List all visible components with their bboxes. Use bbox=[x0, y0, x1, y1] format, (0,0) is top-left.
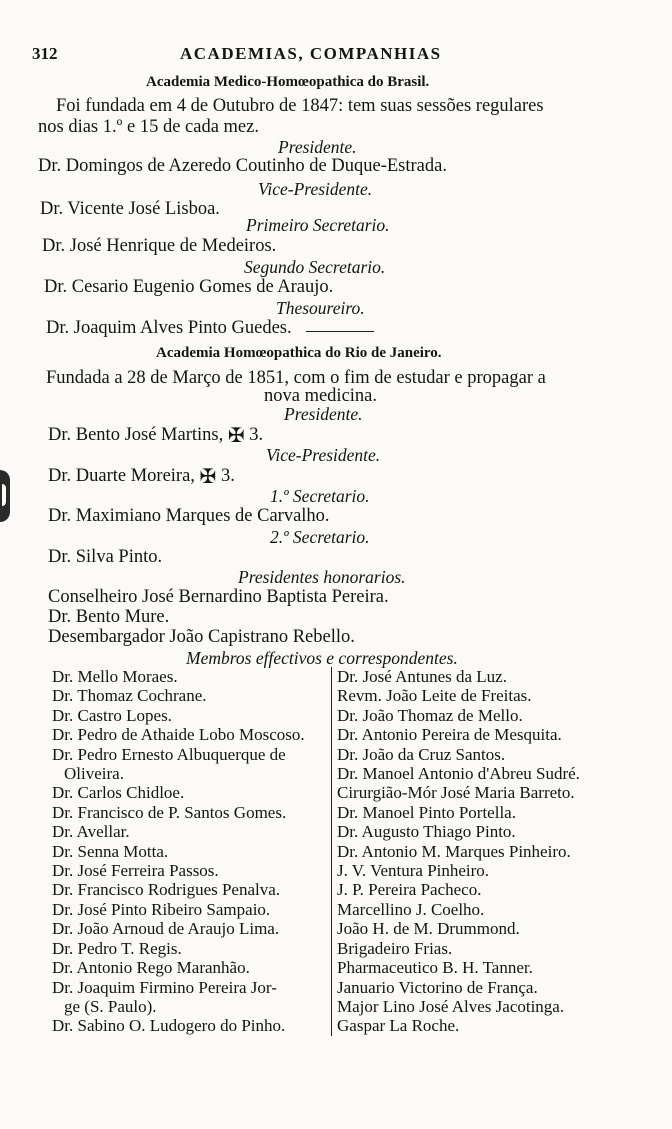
list-item: Dr. João Thomaz de Mello. bbox=[337, 705, 523, 725]
list-item: Cirurgião-Mór José Maria Barreto. bbox=[337, 783, 575, 803]
list-item: Dr. José Pinto Ribeiro Sampaio. bbox=[52, 899, 271, 919]
academia2-intro-line1: Fundada a 28 de Março de 1851, com o fim de estudar e propagar a bbox=[46, 368, 546, 388]
academia2-presidente-name: Dr. Bento José Martins, bbox=[48, 425, 224, 445]
list-item: Dr. Pedro Ernesto Albuquerque de bbox=[52, 744, 286, 764]
running-header bbox=[30, 44, 640, 66]
academia2-intro-line2: nova medicina. bbox=[264, 386, 378, 406]
order-cross-icon: ✠ bbox=[199, 466, 217, 488]
list-item: Dr. Augusto Thiago Pinto. bbox=[337, 822, 516, 842]
list-item: Pharmaceutico B. H. Tanner. bbox=[337, 958, 533, 978]
list-item: Dr. Castro Lopes. bbox=[52, 705, 172, 725]
academia2-vice-order: 3. bbox=[220, 466, 235, 486]
list-item: Dr. Manoel Pinto Portella. bbox=[337, 802, 516, 822]
academia2-presidente-order: 3. bbox=[249, 425, 264, 445]
membros-left-column bbox=[52, 667, 330, 1036]
academia2-presidente-label: Presidente. bbox=[284, 404, 363, 424]
section-divider bbox=[306, 331, 374, 332]
list-item: Dr. Francisco Rodrigues Penalva. bbox=[52, 880, 281, 900]
academia2-presidente bbox=[48, 424, 263, 446]
list-item: Oliveira. bbox=[64, 764, 124, 784]
academia1-vice: Dr. Vicente José Lisboa. bbox=[40, 199, 220, 219]
academia1-presidente-label: Presidente. bbox=[278, 137, 357, 157]
list-item: Januario Victorino de França. bbox=[337, 977, 538, 997]
academia1-intro-line2: nos dias 1.º e 15 de cada mez. bbox=[38, 117, 259, 137]
list-item: J. P. Pereira Pacheco. bbox=[337, 880, 482, 900]
list-item: Dr. Senna Motta. bbox=[52, 841, 169, 861]
list-item: Major Lino José Alves Jacotinga. bbox=[337, 996, 565, 1016]
academia2-vice-label: Vice-Presidente. bbox=[266, 445, 381, 465]
academia1-title: Academia Medico-Homœopathica do Brasil. bbox=[146, 74, 430, 90]
list-item: ge (S. Paulo). bbox=[64, 996, 157, 1016]
membros-right-column bbox=[337, 667, 637, 1036]
academia1-sec1-label: Primeiro Secretario. bbox=[246, 215, 390, 235]
running-title: ACADEMIAS, COMPANHIAS bbox=[180, 44, 442, 63]
academia1-sec1: Dr. José Henrique de Medeiros. bbox=[42, 236, 277, 256]
list-item: J. V. Ventura Pinheiro. bbox=[337, 861, 490, 881]
academia2-vice-name: Dr. Duarte Moreira, bbox=[48, 466, 195, 486]
page-number: 312 bbox=[32, 44, 58, 63]
binding-ring-mark bbox=[0, 470, 10, 522]
list-item: Dr. José Antunes da Luz. bbox=[337, 667, 507, 686]
list-item: Gaspar La Roche. bbox=[337, 1016, 460, 1036]
academia2-sec1: Dr. Maximiano Marques de Carvalho. bbox=[48, 506, 330, 526]
academia1-presidente: Dr. Domingos de Azeredo Coutinho de Duque-Estrada. bbox=[38, 156, 447, 176]
honorario-item: Desembargador João Capistrano Rebello. bbox=[48, 627, 355, 647]
academia2-honorarios-label: Presidentes honorarios. bbox=[238, 567, 406, 587]
list-item: Dr. Antonio M. Marques Pinheiro. bbox=[337, 841, 571, 861]
academia2-vice bbox=[48, 465, 235, 487]
academia1-sec2: Dr. Cesario Eugenio Gomes de Araujo. bbox=[44, 277, 334, 297]
honorario-item: Dr. Bento Mure. bbox=[48, 607, 170, 627]
list-item: Dr. Antonio Pereira de Mesquita. bbox=[337, 725, 562, 745]
list-item: Marcellino J. Coelho. bbox=[337, 899, 485, 919]
academia2-sec2: Dr. Silva Pinto. bbox=[48, 547, 163, 567]
list-item: Dr. Antonio Rego Maranhão. bbox=[52, 958, 250, 978]
list-item: Revm. João Leite de Freitas. bbox=[337, 686, 532, 706]
list-item: Dr. Avellar. bbox=[52, 822, 130, 842]
academia1-vice-label: Vice-Presidente. bbox=[258, 179, 373, 199]
list-item: Dr. Mello Moraes. bbox=[52, 667, 178, 686]
academia2-sec2-label: 2.º Secretario. bbox=[270, 527, 370, 547]
academia2-membros-label: Membros effectivos e correspondentes. bbox=[186, 648, 458, 668]
academia2-sec1-label: 1.º Secretario. bbox=[270, 486, 370, 506]
list-item: Dr. Pedro T. Regis. bbox=[52, 938, 182, 958]
honorario-item: Conselheiro José Bernardino Baptista Pereira. bbox=[48, 587, 389, 607]
list-item: Dr. Carlos Chidloe. bbox=[52, 783, 185, 803]
academia1-intro-line1: Foi fundada em 4 de Outubro de 1847: tem suas sessões regulares bbox=[56, 96, 544, 116]
academia2-title: Academia Homœopathica do Rio de Janeiro. bbox=[156, 345, 442, 361]
column-divider bbox=[331, 667, 332, 1036]
list-item: Dr. Francisco de P. Santos Gomes. bbox=[52, 802, 287, 822]
academia1-tes-label: Thesoureiro. bbox=[276, 298, 365, 318]
list-item: Dr. Sabino O. Ludogero do Pinho. bbox=[52, 1016, 286, 1036]
list-item: Dr. João Arnoud de Araujo Lima. bbox=[52, 919, 280, 939]
academia1-tes: Dr. Joaquim Alves Pinto Guedes. bbox=[46, 318, 292, 338]
academia1-sec2-label: Segundo Secretario. bbox=[244, 257, 386, 277]
list-item: João H. de M. Drummond. bbox=[337, 919, 520, 939]
list-item: Dr. Thomaz Cochrane. bbox=[52, 686, 207, 706]
list-item: Dr. Manoel Antonio d'Abreu Sudré. bbox=[337, 764, 580, 784]
list-item: Brigadeiro Frias. bbox=[337, 938, 453, 958]
list-item: Dr. João da Cruz Santos. bbox=[337, 744, 506, 764]
order-cross-icon: ✠ bbox=[227, 425, 245, 447]
list-item: Dr. José Ferreira Passos. bbox=[52, 861, 219, 881]
list-item: Dr. Joaquim Firmino Pereira Jor- bbox=[52, 977, 277, 997]
list-item: Dr. Pedro de Athaide Lobo Moscoso. bbox=[52, 725, 305, 745]
